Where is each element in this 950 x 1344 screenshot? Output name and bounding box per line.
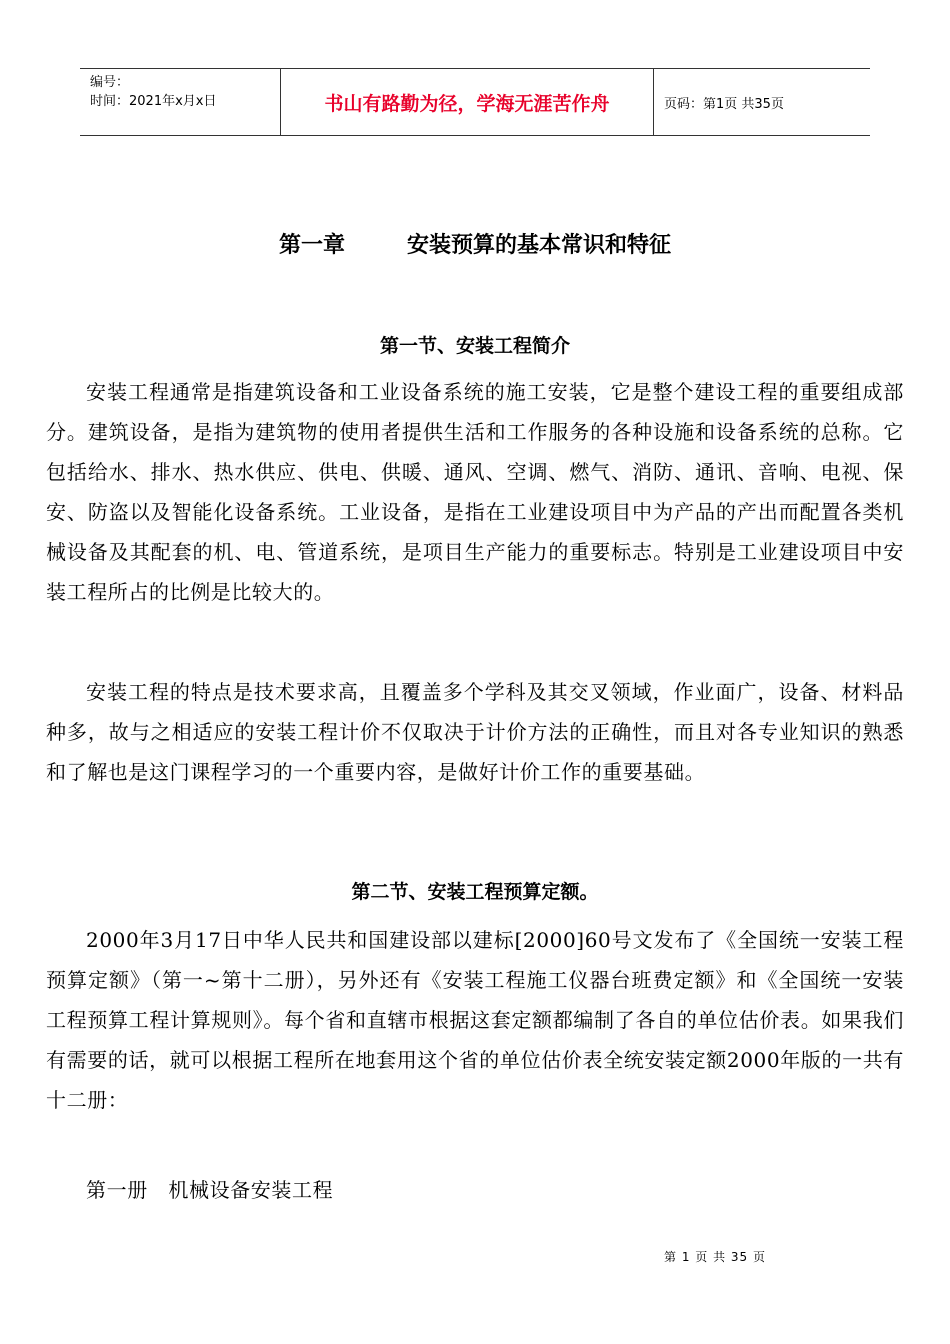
chapter-heading xyxy=(0,228,950,259)
section-2-volume-1: 第一册 机械设备安装工程 xyxy=(86,1178,334,1202)
header-number-label: 编号： xyxy=(90,75,130,90)
header-page-info: 页码：第1页 共35页 xyxy=(664,96,784,112)
page-header xyxy=(80,68,870,136)
section-1-paragraph-1: 安装工程通常是指建筑设备和工业设备系统的施工安装，它是整个建设工程的重要组成部分。建筑设备，是指为建筑物的使用者提供生活和工作服务的各种设施和设备系统的总称。它包括给水、排水、热水供应、供电、供暖、通风、空调、燃气、消防、通讯、音响、电视、保安、防盗以及智能化设备系统。工业设备，是指在工业建设项目中为产品的产出而配置各类机械设备及其配套的机、电、管道系统，是项目生产能力的重要标志。特别是工业建设项目中安装工程所占的比例是比较大的。 xyxy=(46,380,904,604)
header-time-label: 时间：2021年x月x日 xyxy=(90,94,217,109)
section-2-paragraph-1: 2000年3月17日中华人民共和国建设部以建标[2000]60号文发布了《全国统一安装工程预算定额》（第一~第十二册），另外还有《安装工程施工仪器台班费定额》和《全国统一安装工程预算工程计算规则》。每个省和直辖市根据这套定额都编制了各自的单位估价表。如果我们有需要的话，就可以根据工程所在地套用这个省的单位估价表全统安装定额2000年版的一共有十二册： xyxy=(46,928,904,1112)
header-motto: 书山有路勤为径，学海无涯苦作舟 xyxy=(281,69,654,135)
chapter-number: 第一章 xyxy=(278,233,345,258)
header-meta xyxy=(80,69,281,135)
page-footer: 第 1 页 共 35 页 xyxy=(664,1250,766,1264)
section-2-title: 第二节、安装工程预算定额。 xyxy=(351,881,599,903)
section-1-title: 第一节、安装工程简介 xyxy=(379,335,570,357)
chapter-title: 安装预算的基本常识和特征 xyxy=(407,233,672,258)
section-1-paragraph-2: 安装工程的特点是技术要求高，且覆盖多个学科及其交叉领域，作业面广，设备、材料品种多，故与之相适应的安装工程计价不仅取决于计价方法的正确性，而且对各专业知识的熟悉和了解也是这门课程学习的一个重要内容，是做好计价工作的重要基础。 xyxy=(46,680,904,784)
